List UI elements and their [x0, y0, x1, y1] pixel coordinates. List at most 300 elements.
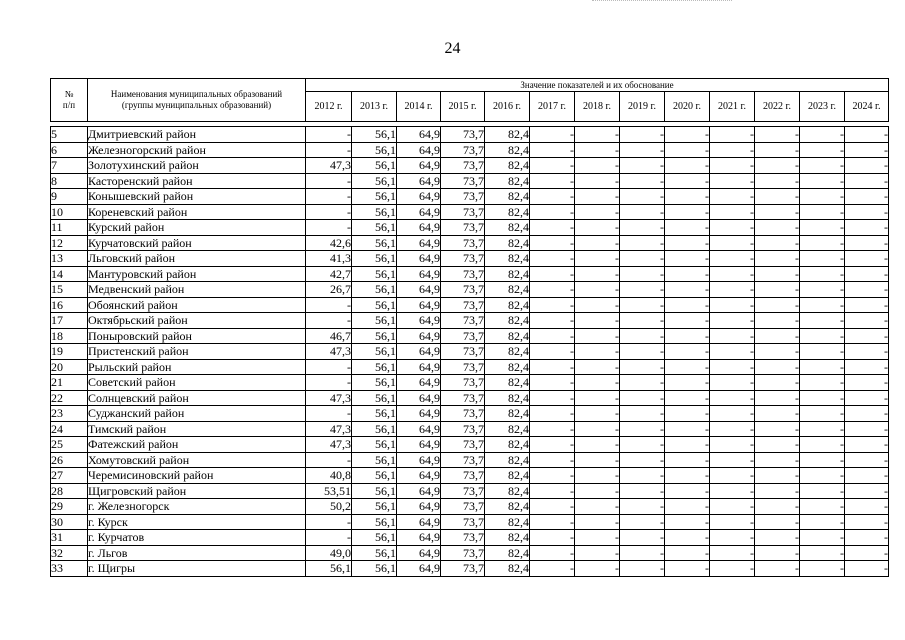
value-cell: - — [575, 390, 620, 406]
value-cell: - — [755, 189, 800, 205]
value-cell: - — [845, 468, 889, 484]
value-cell: - — [306, 127, 352, 143]
row-number: 21 — [51, 375, 88, 391]
value-cell: - — [620, 514, 665, 530]
municipality-name: Обоянский район — [88, 297, 306, 313]
value-cell: - — [530, 483, 575, 499]
value-cell: - — [710, 220, 755, 236]
value-cell: - — [800, 390, 845, 406]
value-cell: - — [755, 235, 800, 251]
value-cell: 82,4 — [485, 235, 530, 251]
value-cell: 64,9 — [397, 344, 441, 360]
value-cell: - — [530, 127, 575, 143]
value-cell: 82,4 — [485, 158, 530, 174]
value-cell: 73,7 — [441, 297, 485, 313]
value-cell: - — [306, 452, 352, 468]
row-number: 25 — [51, 437, 88, 453]
municipality-name: Щигровский район — [88, 483, 306, 499]
value-cell: - — [845, 313, 889, 329]
value-cell: - — [800, 561, 845, 577]
value-cell: - — [755, 375, 800, 391]
value-cell: 82,4 — [485, 359, 530, 375]
municipality-name: г. Железногорск — [88, 499, 306, 515]
value-cell: - — [575, 499, 620, 515]
value-cell: - — [710, 313, 755, 329]
value-cell: 56,1 — [352, 328, 397, 344]
value-cell: - — [530, 282, 575, 298]
value-cell: 56,1 — [352, 266, 397, 282]
table-row — [51, 251, 889, 267]
municipality-name: г. Льгов — [88, 545, 306, 561]
value-cell: - — [710, 158, 755, 174]
value-cell: 82,4 — [485, 220, 530, 236]
value-cell: - — [620, 421, 665, 437]
value-cell: - — [306, 530, 352, 546]
scan-artifact — [592, 0, 732, 3]
value-cell: 56,1 — [352, 204, 397, 220]
value-cell: - — [575, 437, 620, 453]
value-cell: - — [530, 406, 575, 422]
value-cell: 56,1 — [352, 235, 397, 251]
value-cell: - — [530, 390, 575, 406]
page-number: 24 — [444, 40, 461, 57]
value-cell: - — [755, 545, 800, 561]
value-cell: - — [620, 545, 665, 561]
value-cell: - — [710, 437, 755, 453]
value-cell: - — [530, 344, 575, 360]
value-cell: 56,1 — [352, 483, 397, 499]
value-cell: - — [800, 406, 845, 422]
value-cell: - — [575, 468, 620, 484]
value-cell: - — [800, 344, 845, 360]
value-cell: - — [530, 158, 575, 174]
value-cell: 73,7 — [441, 514, 485, 530]
table-row — [51, 220, 889, 236]
row-number: 20 — [51, 359, 88, 375]
value-cell: - — [620, 127, 665, 143]
value-cell: - — [845, 561, 889, 577]
header-year: 2021 г. — [710, 92, 755, 122]
value-cell: - — [530, 359, 575, 375]
table-row — [51, 266, 889, 282]
value-cell: - — [665, 344, 710, 360]
value-cell: - — [755, 251, 800, 267]
value-cell: - — [710, 297, 755, 313]
value-cell: - — [575, 375, 620, 391]
value-cell: - — [575, 514, 620, 530]
value-cell: - — [665, 127, 710, 143]
value-cell: 56,1 — [352, 406, 397, 422]
value-cell: - — [755, 313, 800, 329]
municipality-name: Медвенский район — [88, 282, 306, 298]
value-cell: 73,7 — [441, 158, 485, 174]
value-cell: - — [306, 359, 352, 375]
value-cell: - — [755, 437, 800, 453]
value-cell: 64,9 — [397, 142, 441, 158]
header-year: 2022 г. — [755, 92, 800, 122]
value-cell: - — [845, 189, 889, 205]
municipality-name: г. Курск — [88, 514, 306, 530]
row-number: 32 — [51, 545, 88, 561]
value-cell: - — [800, 220, 845, 236]
value-cell: 82,4 — [485, 344, 530, 360]
value-cell: - — [620, 483, 665, 499]
table-row — [51, 483, 889, 499]
value-cell: - — [710, 468, 755, 484]
municipality-name: Фатежский район — [88, 437, 306, 453]
table-row — [51, 189, 889, 205]
value-cell: - — [665, 530, 710, 546]
value-cell: 73,7 — [441, 235, 485, 251]
value-cell: - — [845, 173, 889, 189]
value-cell: - — [800, 313, 845, 329]
header-year: 2024 г. — [845, 92, 889, 122]
header-year: 2014 г. — [397, 92, 441, 122]
value-cell: - — [755, 530, 800, 546]
value-cell: - — [575, 266, 620, 282]
value-cell: - — [575, 251, 620, 267]
value-cell: - — [800, 421, 845, 437]
municipality-name: Солнцевский район — [88, 390, 306, 406]
table-row — [51, 468, 889, 484]
municipality-name: Поныровский район — [88, 328, 306, 344]
municipality-name: Золотухинский район — [88, 158, 306, 174]
value-cell: - — [755, 204, 800, 220]
value-cell: 82,4 — [485, 437, 530, 453]
value-cell: - — [575, 282, 620, 298]
value-cell: - — [620, 344, 665, 360]
value-cell: 73,7 — [441, 344, 485, 360]
header-year: 2018 г. — [575, 92, 620, 122]
header-year: 2023 г. — [800, 92, 845, 122]
value-cell: - — [306, 173, 352, 189]
header-year: 2019 г. — [620, 92, 665, 122]
value-cell: - — [845, 437, 889, 453]
header-year: 2017 г. — [530, 92, 575, 122]
value-cell: 82,4 — [485, 328, 530, 344]
value-cell: 56,1 — [352, 499, 397, 515]
value-cell: - — [665, 189, 710, 205]
value-cell: - — [710, 328, 755, 344]
header-year: 2013 г. — [352, 92, 397, 122]
row-number: 8 — [51, 173, 88, 189]
value-cell: - — [845, 421, 889, 437]
municipality-name: Хомутовский район — [88, 452, 306, 468]
value-cell: 82,4 — [485, 189, 530, 205]
value-cell: 64,9 — [397, 328, 441, 344]
value-cell: - — [845, 266, 889, 282]
municipality-name: Льговский район — [88, 251, 306, 267]
value-cell: - — [620, 235, 665, 251]
value-cell: 56,1 — [352, 127, 397, 143]
value-cell: - — [800, 514, 845, 530]
value-cell: - — [665, 297, 710, 313]
table-row — [51, 204, 889, 220]
value-cell: - — [800, 173, 845, 189]
value-cell: - — [710, 235, 755, 251]
value-cell: 73,7 — [441, 328, 485, 344]
row-number: 5 — [51, 127, 88, 143]
municipality-name: Курский район — [88, 220, 306, 236]
value-cell: - — [620, 499, 665, 515]
value-cell: - — [575, 530, 620, 546]
value-cell: - — [306, 514, 352, 530]
value-cell: 47,3 — [306, 421, 352, 437]
value-cell: - — [710, 189, 755, 205]
value-cell: - — [665, 158, 710, 174]
value-cell: - — [710, 390, 755, 406]
value-cell: 47,3 — [306, 344, 352, 360]
value-cell: - — [710, 545, 755, 561]
value-cell: - — [845, 545, 889, 561]
municipality-name: Черемисиновский район — [88, 468, 306, 484]
value-cell: 64,9 — [397, 499, 441, 515]
value-cell: 56,1 — [352, 421, 397, 437]
value-cell: 56,1 — [352, 359, 397, 375]
value-cell: - — [530, 514, 575, 530]
value-cell: - — [665, 282, 710, 298]
value-cell: - — [530, 421, 575, 437]
value-cell: 64,9 — [397, 561, 441, 577]
value-cell: 64,9 — [397, 204, 441, 220]
value-cell: 73,7 — [441, 406, 485, 422]
municipality-name: Рыльский район — [88, 359, 306, 375]
value-cell: - — [800, 204, 845, 220]
value-cell: 47,3 — [306, 158, 352, 174]
value-cell: 73,7 — [441, 204, 485, 220]
value-cell: - — [755, 421, 800, 437]
value-cell: 64,9 — [397, 313, 441, 329]
table-row — [51, 297, 889, 313]
table-row — [51, 530, 889, 546]
value-cell: - — [755, 390, 800, 406]
value-cell: - — [575, 421, 620, 437]
row-number: 22 — [51, 390, 88, 406]
value-cell: 73,7 — [441, 452, 485, 468]
value-cell: - — [620, 251, 665, 267]
value-cell: - — [845, 251, 889, 267]
municipality-name: Курчатовский район — [88, 235, 306, 251]
value-cell: 56,1 — [352, 514, 397, 530]
value-cell: 82,4 — [485, 468, 530, 484]
row-number: 13 — [51, 251, 88, 267]
value-cell: 42,6 — [306, 235, 352, 251]
header-group: Значение показателей и их обоснование — [306, 79, 889, 92]
value-cell: 64,9 — [397, 359, 441, 375]
value-cell: - — [800, 189, 845, 205]
table-row — [51, 142, 889, 158]
value-cell: 73,7 — [441, 251, 485, 267]
value-cell: - — [575, 344, 620, 360]
row-number: 26 — [51, 452, 88, 468]
value-cell: - — [575, 483, 620, 499]
value-cell: 46,7 — [306, 328, 352, 344]
value-cell: 73,7 — [441, 220, 485, 236]
row-number: 11 — [51, 220, 88, 236]
value-cell: - — [620, 189, 665, 205]
value-cell: - — [755, 127, 800, 143]
value-cell: - — [845, 328, 889, 344]
value-cell: - — [575, 452, 620, 468]
value-cell: 82,4 — [485, 375, 530, 391]
value-cell: - — [710, 282, 755, 298]
value-cell: 82,4 — [485, 390, 530, 406]
value-cell: 73,7 — [441, 313, 485, 329]
value-cell: 73,7 — [441, 390, 485, 406]
value-cell: - — [665, 437, 710, 453]
value-cell: - — [800, 328, 845, 344]
value-cell: 73,7 — [441, 545, 485, 561]
value-cell: - — [530, 173, 575, 189]
value-cell: - — [620, 390, 665, 406]
value-cell: - — [665, 545, 710, 561]
value-cell: 73,7 — [441, 282, 485, 298]
value-cell: 56,1 — [352, 375, 397, 391]
header-year: 2012 г. — [306, 92, 352, 122]
value-cell: 42,7 — [306, 266, 352, 282]
value-cell: 82,4 — [485, 142, 530, 158]
value-cell: - — [710, 266, 755, 282]
row-number: 28 — [51, 483, 88, 499]
value-cell: - — [845, 499, 889, 515]
value-cell: 64,9 — [397, 514, 441, 530]
value-cell: - — [575, 235, 620, 251]
municipality-name: Касторенский район — [88, 173, 306, 189]
row-number: 33 — [51, 561, 88, 577]
value-cell: 82,4 — [485, 514, 530, 530]
value-cell: - — [306, 406, 352, 422]
value-cell: - — [575, 204, 620, 220]
value-cell: - — [665, 468, 710, 484]
value-cell: 82,4 — [485, 313, 530, 329]
value-cell: 64,9 — [397, 421, 441, 437]
value-cell: - — [845, 530, 889, 546]
value-cell: - — [665, 499, 710, 515]
value-cell: 82,4 — [485, 545, 530, 561]
value-cell: - — [530, 297, 575, 313]
value-cell: 73,7 — [441, 189, 485, 205]
value-cell: 56,1 — [352, 142, 397, 158]
value-cell: 73,7 — [441, 421, 485, 437]
value-cell: - — [710, 204, 755, 220]
value-cell: 64,9 — [397, 390, 441, 406]
value-cell: - — [306, 204, 352, 220]
row-number: 23 — [51, 406, 88, 422]
value-cell: - — [575, 561, 620, 577]
value-cell: - — [755, 468, 800, 484]
municipality-name: Кореневский район — [88, 204, 306, 220]
value-cell: - — [710, 483, 755, 499]
value-cell: 56,1 — [352, 282, 397, 298]
value-cell: 64,9 — [397, 158, 441, 174]
value-cell: - — [665, 452, 710, 468]
table-row — [51, 328, 889, 344]
value-cell: - — [665, 421, 710, 437]
value-cell: - — [800, 282, 845, 298]
value-cell: 82,4 — [485, 406, 530, 422]
municipality-name: Дмитриевский район — [88, 127, 306, 143]
value-cell: 73,7 — [441, 173, 485, 189]
value-cell: - — [665, 375, 710, 391]
value-cell: 56,1 — [306, 561, 352, 577]
header-num: № п/п — [51, 79, 88, 122]
value-cell: 64,9 — [397, 375, 441, 391]
value-cell: 73,7 — [441, 359, 485, 375]
value-cell: 64,9 — [397, 468, 441, 484]
row-number: 31 — [51, 530, 88, 546]
table-row — [51, 545, 889, 561]
value-cell: 49,0 — [306, 545, 352, 561]
value-cell: - — [755, 282, 800, 298]
value-cell: - — [755, 328, 800, 344]
value-cell: 64,9 — [397, 530, 441, 546]
row-number: 14 — [51, 266, 88, 282]
value-cell: 56,1 — [352, 173, 397, 189]
value-cell: - — [710, 530, 755, 546]
value-cell: 82,4 — [485, 173, 530, 189]
table-row — [51, 499, 889, 515]
table-row — [51, 452, 889, 468]
value-cell: 64,9 — [397, 452, 441, 468]
value-cell: - — [845, 158, 889, 174]
value-cell: - — [800, 452, 845, 468]
value-cell: - — [755, 483, 800, 499]
row-number: 19 — [51, 344, 88, 360]
value-cell: - — [845, 375, 889, 391]
table-row — [51, 437, 889, 453]
value-cell: 56,1 — [352, 189, 397, 205]
value-cell: - — [665, 561, 710, 577]
municipality-name: Конышевский район — [88, 189, 306, 205]
value-cell: 50,2 — [306, 499, 352, 515]
value-cell: - — [306, 375, 352, 391]
row-number: 24 — [51, 421, 88, 437]
value-cell: - — [800, 499, 845, 515]
value-cell: 73,7 — [441, 468, 485, 484]
value-cell: 82,4 — [485, 251, 530, 267]
value-cell: - — [665, 251, 710, 267]
value-cell: - — [800, 142, 845, 158]
value-cell: 56,1 — [352, 545, 397, 561]
value-cell: - — [710, 344, 755, 360]
value-cell: - — [710, 421, 755, 437]
value-cell: - — [710, 173, 755, 189]
value-cell: - — [755, 344, 800, 360]
value-cell: 82,4 — [485, 127, 530, 143]
value-cell: - — [710, 406, 755, 422]
value-cell: - — [306, 189, 352, 205]
value-cell: - — [306, 142, 352, 158]
value-cell: - — [620, 561, 665, 577]
value-cell: - — [800, 127, 845, 143]
value-cell: - — [620, 142, 665, 158]
value-cell: 64,9 — [397, 173, 441, 189]
value-cell: - — [530, 220, 575, 236]
value-cell: - — [306, 220, 352, 236]
value-cell: - — [530, 235, 575, 251]
value-cell: - — [530, 530, 575, 546]
value-cell: - — [575, 359, 620, 375]
value-cell: - — [710, 514, 755, 530]
value-cell: - — [800, 530, 845, 546]
value-cell: - — [306, 313, 352, 329]
value-cell: - — [800, 251, 845, 267]
value-cell: - — [530, 204, 575, 220]
value-cell: - — [620, 359, 665, 375]
value-cell: 82,4 — [485, 204, 530, 220]
value-cell: - — [530, 189, 575, 205]
value-cell: - — [530, 251, 575, 267]
